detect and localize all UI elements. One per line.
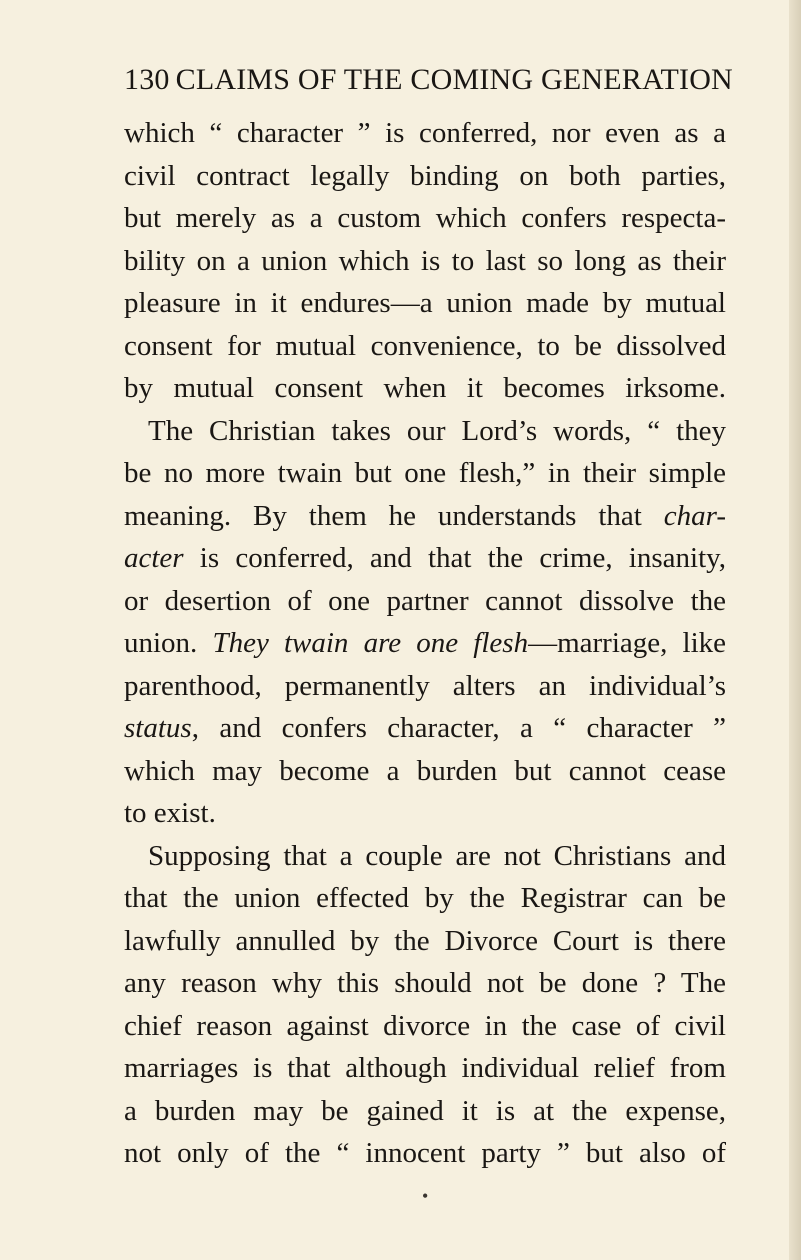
- text-line: bility on a union which is to last so long as their: [124, 244, 726, 277]
- text-line: meaning. By them he understands that char-: [124, 499, 726, 532]
- text-line: by mutual consent when it becomes irksome.: [124, 372, 726, 404]
- text-line: which may become a burden but cannot cease: [124, 754, 726, 787]
- running-title: CLAIMS OF THE COMING GENERATION: [175, 63, 733, 96]
- text-line: status, and confers character, a “ character ”: [124, 712, 726, 744]
- text-line: parenthood, permanently alters an individual’s: [124, 669, 726, 702]
- text-line: which “ character ” is conferred, nor even as a: [124, 117, 726, 149]
- footer-mark: •: [422, 1186, 429, 1206]
- running-head: [124, 60, 733, 100]
- text-line: that the union effected by the Registrar can be: [124, 882, 726, 914]
- text-line: Supposing that a couple are not Christians and: [148, 839, 726, 872]
- page-number: 130: [124, 63, 170, 96]
- text-line: a burden may be gained it is at the expense,: [124, 1094, 726, 1127]
- text-line: not only of the “ innocent party ” but also of: [124, 1137, 726, 1169]
- text-line: be no more twain but one flesh,” in their simple: [124, 457, 726, 489]
- italic-text: acter: [124, 542, 184, 574]
- text-line: lawfully annulled by the Divorce Court is there: [124, 924, 726, 957]
- page-edge: [789, 0, 801, 1260]
- italic-text: char-: [663, 499, 726, 532]
- text-line: chief reason against divorce in the case of civil: [124, 1009, 726, 1042]
- text-line: civil contract legally binding on both parties,: [124, 159, 726, 192]
- text-line: any reason why this should not be done ? The: [124, 967, 726, 999]
- text-line: union. They twain are one flesh—marriage, like: [124, 627, 726, 659]
- text-line: acter is conferred, and that the crime, insanity,: [124, 542, 726, 574]
- text-line: consent for mutual convenience, to be dissolved: [124, 329, 726, 362]
- italic-text: They twain are one flesh: [212, 627, 529, 659]
- text-line: or desertion of one partner cannot dissolve the: [124, 584, 726, 617]
- text-line: to exist.: [124, 797, 216, 829]
- body-text: [124, 112, 726, 1175]
- text-line: The Christian takes our Lord’s words, “ they: [148, 414, 726, 447]
- text-line: marriages is that although individual relief from: [124, 1052, 726, 1084]
- text-line: but merely as a custom which confers respecta-: [124, 202, 726, 234]
- text-line: pleasure in it endures—a union made by mutual: [124, 287, 726, 319]
- italic-text: status: [124, 712, 192, 744]
